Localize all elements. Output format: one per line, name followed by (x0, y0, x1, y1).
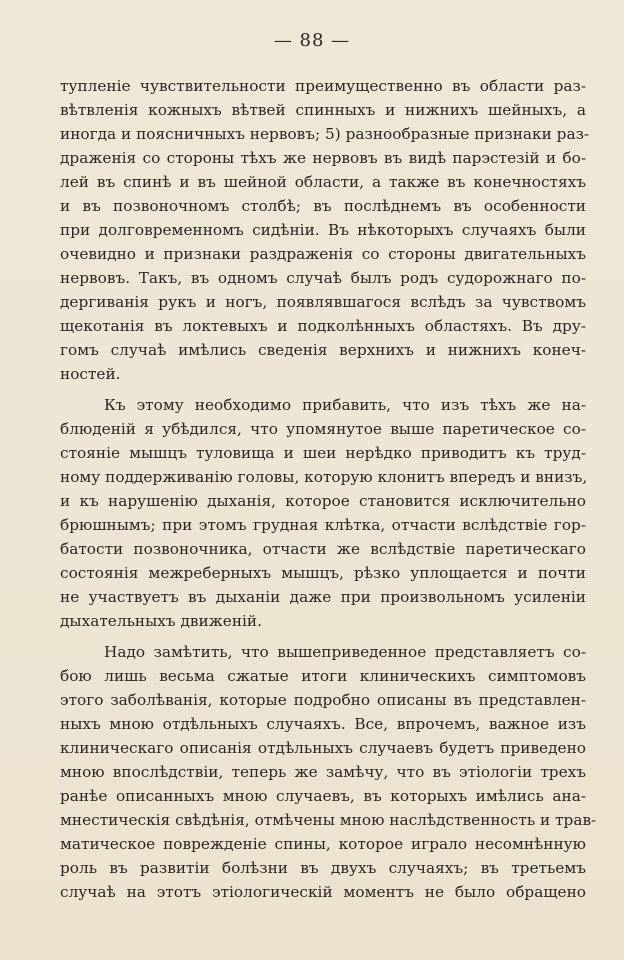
text-line: Къ этому необходимо прибавить, что изъ тѣхъ же на- (104, 396, 586, 414)
text-line: мнестическія свѣдѣнія, отмѣчены мною наслѣдственность и трав- (60, 811, 597, 829)
text-line: гомъ случаѣ имѣлись сведенія верхнихъ и нижнихъ конеч- (60, 341, 586, 359)
text-line: очевидно и признаки раздраженія со стороны двигательныхъ (60, 245, 586, 263)
text-line: дыхательныхъ движеній. (60, 612, 262, 630)
text-line: бою лишь весьма сжатые итоги клиническихъ симптомовъ (60, 667, 586, 685)
text-line: этого заболѣванія, которые подробно описаны въ представлен- (60, 691, 586, 709)
text-line: драженія со стороны тѣхъ же нервовъ въ видѣ парэстезій и бо- (60, 149, 586, 167)
text-line: не участвуетъ въ дыханіи даже при произвольномъ усиленіи (60, 588, 586, 606)
text-line: тупленіе чувствительности преимущественно въ области раз- (60, 77, 586, 95)
text-line: иногда и поясничныхъ нервовъ; 5) разнообразные признаки раз- (60, 125, 590, 143)
text-line: брюшнымъ; при этомъ грудная клѣтка, отчасти вслѣдствіе гор- (60, 516, 586, 534)
text-line: случаѣ на этотъ этіологическій моментъ не было обращено (60, 883, 586, 901)
text-line: роль въ развитіи болѣзни въ двухъ случаяхъ; въ третьемъ (60, 859, 586, 877)
text-line: стояніе мышцъ туловища и шеи нерѣдко приводитъ къ труд- (60, 444, 586, 462)
text-line: ранѣе описанныхъ мною случаевъ, въ которыхъ имѣлись ана- (60, 787, 586, 805)
text-line: состоянія межреберныхъ мышцъ, рѣзко уплощается и почти (60, 564, 586, 582)
text-line: нервовъ. Такъ, въ одномъ случаѣ былъ родъ судорожнаго по- (60, 269, 586, 287)
page-number: — 88 — (273, 30, 351, 51)
text-line: при долговременномъ сидѣніи. Въ нѣкоторыхъ случаяхъ были (60, 221, 586, 239)
text-line: лей въ спинѣ и въ шейной области, а также въ конечностяхъ (60, 173, 586, 191)
text-line: блюденій я убѣдился, что упомянутое выше паретическое со- (60, 420, 586, 438)
text-line: дергиванія рукъ и ногъ, появлявшагося вслѣдъ за чувствомъ (60, 293, 586, 311)
text-line: ностей. (60, 365, 121, 383)
text-line: Надо замѣтить, что вышеприведенное представляетъ со- (104, 643, 586, 661)
text-line: щекотанія въ локтевыхъ и подколѣнныхъ областяхъ. Въ дру- (60, 317, 586, 335)
paragraph (60, 74, 590, 386)
text-line: батости позвоночника, отчасти же вслѣдствіе паретическаго (60, 540, 586, 558)
text-line: матическое поврежденіе спины, которое играло несомнѣнную (60, 835, 586, 853)
text-line: клиническаго описанія отдѣльныхъ случаевъ будетъ приведено (60, 739, 586, 757)
text-line: ному поддерживанію головы, которую клонитъ впередъ и внизъ, (60, 468, 588, 486)
text-line: и въ позвоночномъ столбѣ; въ послѣднемъ въ особенности (60, 197, 586, 215)
paragraph (60, 640, 597, 904)
text-line: вѣтвленія кожныхъ вѣтвей спинныхъ и нижнихъ шейныхъ, а (60, 101, 586, 119)
text-line: мною впослѣдствіи, теперь же замѣчу, что въ этіологіи трехъ (60, 763, 586, 781)
paragraph (60, 393, 586, 633)
text-line: ныхъ мною отдѣльныхъ случаяхъ. Все, впрочемъ, важное изъ (60, 715, 586, 733)
text-line: и къ нарушенію дыханія, которое становится исключительно (60, 492, 586, 510)
